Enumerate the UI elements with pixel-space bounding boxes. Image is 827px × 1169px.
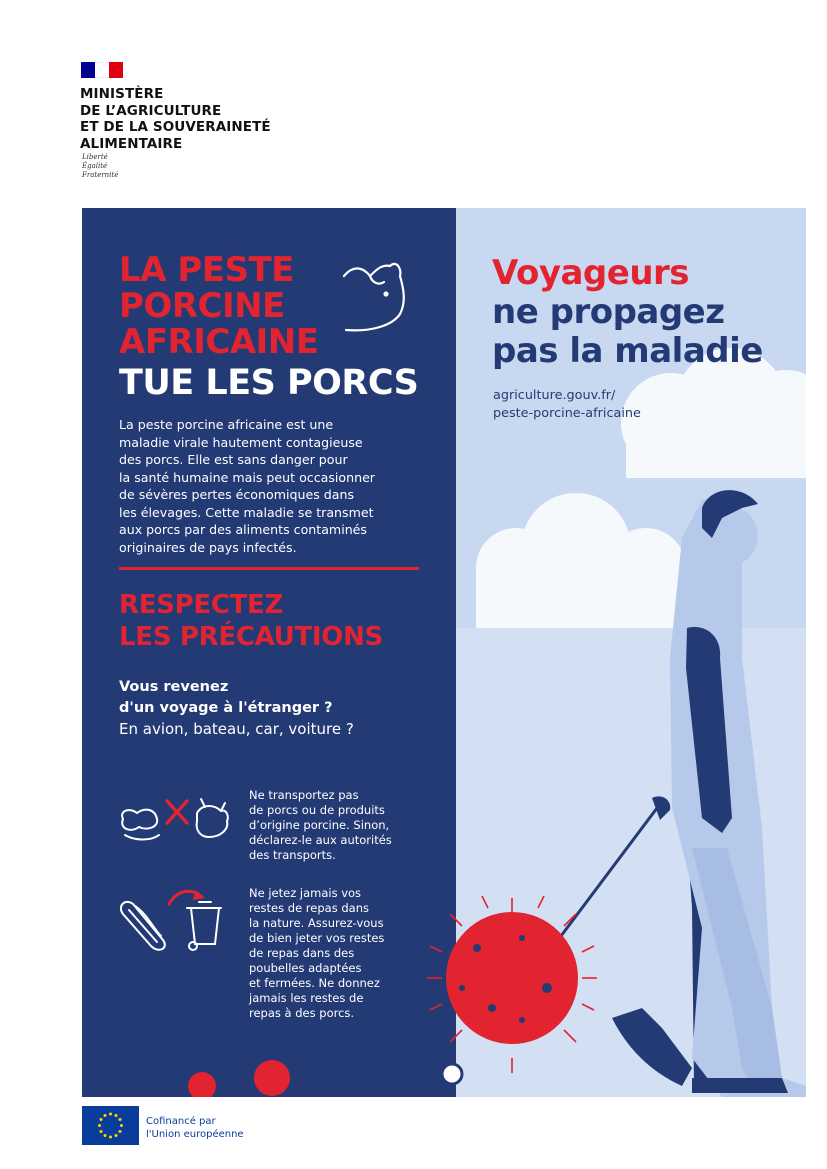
intro-line: maladie virale hautement contagieuse <box>119 434 363 450</box>
tip-line: des transports. <box>249 848 336 862</box>
eu-flag-icon <box>82 1106 139 1145</box>
tip-line: déclarez-le aux autorités <box>249 833 392 847</box>
right-title-line: ne propagez <box>492 292 725 332</box>
pig-head-icon <box>197 806 228 837</box>
intro-line: La peste porcine africaine est une <box>119 417 334 432</box>
ministry-name <box>80 86 271 152</box>
tip-line: et fermées. Ne donnez <box>249 976 380 990</box>
ministry-line: DE L’AGRICULTURE <box>80 102 222 119</box>
url-line: agriculture.gouv.fr/ <box>493 388 616 403</box>
tip-transport <box>249 788 449 863</box>
question-line: Vous revenez <box>119 679 229 695</box>
pig-icon <box>342 242 412 332</box>
intro-line: les élevages. Cette maladie se transmet <box>119 504 374 520</box>
flag-red <box>109 62 123 78</box>
url-line: peste-porcine-africaine <box>493 406 641 421</box>
flag-white <box>95 62 109 78</box>
motto-line: Égalité <box>82 162 108 170</box>
intro-line: des porcs. Elle est sans danger pour <box>119 452 348 467</box>
ministry-line: ET DE LA SOUVERAINETÉ <box>80 119 271 135</box>
trash-food-icon <box>117 884 232 954</box>
tip-line: Ne jetez jamais vos <box>249 886 362 900</box>
intro-line: la santé humaine mais peut occasionner <box>119 469 375 485</box>
tip-line: jamais les restes de <box>249 991 364 1005</box>
no-pork-icon <box>117 791 232 843</box>
intro-line: de sévères pertes économiques dans <box>119 487 355 502</box>
divider <box>119 567 419 570</box>
tip-line: restes de repas dans <box>249 901 369 915</box>
eu-line: Cofinancé par <box>146 1116 216 1127</box>
precautions-line: LES PRÉCAUTIONS <box>119 622 383 652</box>
right-title-red: Voyageurs <box>492 253 690 293</box>
tip-line: de bien jeter vos restes <box>249 931 385 945</box>
right-title-line: pas la maladie <box>492 331 763 371</box>
eu-cofunding <box>146 1116 244 1141</box>
trash-bin-icon <box>187 902 221 944</box>
flag-blue <box>81 62 95 78</box>
precautions-line: RESPECTEZ <box>119 590 284 620</box>
tip-line: Ne transportez pas <box>249 788 359 802</box>
motto-line: Liberté <box>82 153 108 161</box>
eu-line: l'Union européenne <box>146 1128 244 1140</box>
tip-line: de repas dans des <box>249 946 355 960</box>
title-red-line: LA PESTE <box>119 250 294 290</box>
motto-line: Fraternité <box>82 171 119 179</box>
intro-paragraph <box>119 416 429 556</box>
right-title-blue <box>492 293 763 371</box>
intro-line: aux porcs par des aliments contaminés <box>119 522 367 537</box>
tip-waste <box>249 886 449 1021</box>
sausage-icon <box>122 810 157 830</box>
tip-line: repas à des porcs. <box>249 1006 355 1020</box>
title-red <box>119 252 318 360</box>
title-red-line: AFRICAINE <box>119 322 319 362</box>
tip-line: poubelles adaptées <box>249 961 362 975</box>
cross-icon <box>167 801 187 823</box>
intro-line: originaires de pays infectés. <box>119 539 297 555</box>
question-line: d'un voyage à l'étranger ? <box>119 700 333 716</box>
motto <box>82 153 118 180</box>
title-red-line: PORCINE <box>119 286 285 326</box>
tip-line: d’origine porcine. Sinon, <box>249 818 390 832</box>
tip-line: de porcs ou de produits <box>249 803 385 817</box>
tip-line: la nature. Assurez-vous <box>249 916 384 930</box>
ministry-line: ALIMENTAIRE <box>80 135 183 152</box>
title-white: TUE LES PORCS <box>119 363 419 403</box>
question-plain: En avion, bateau, car, voiture ? <box>119 720 354 738</box>
ministry-line: MINISTÈRE <box>80 86 164 102</box>
poster <box>82 208 806 1097</box>
republic-flag-icon <box>81 62 123 78</box>
question-bold <box>119 677 333 719</box>
precautions-title <box>119 589 383 653</box>
website-url <box>493 387 641 423</box>
